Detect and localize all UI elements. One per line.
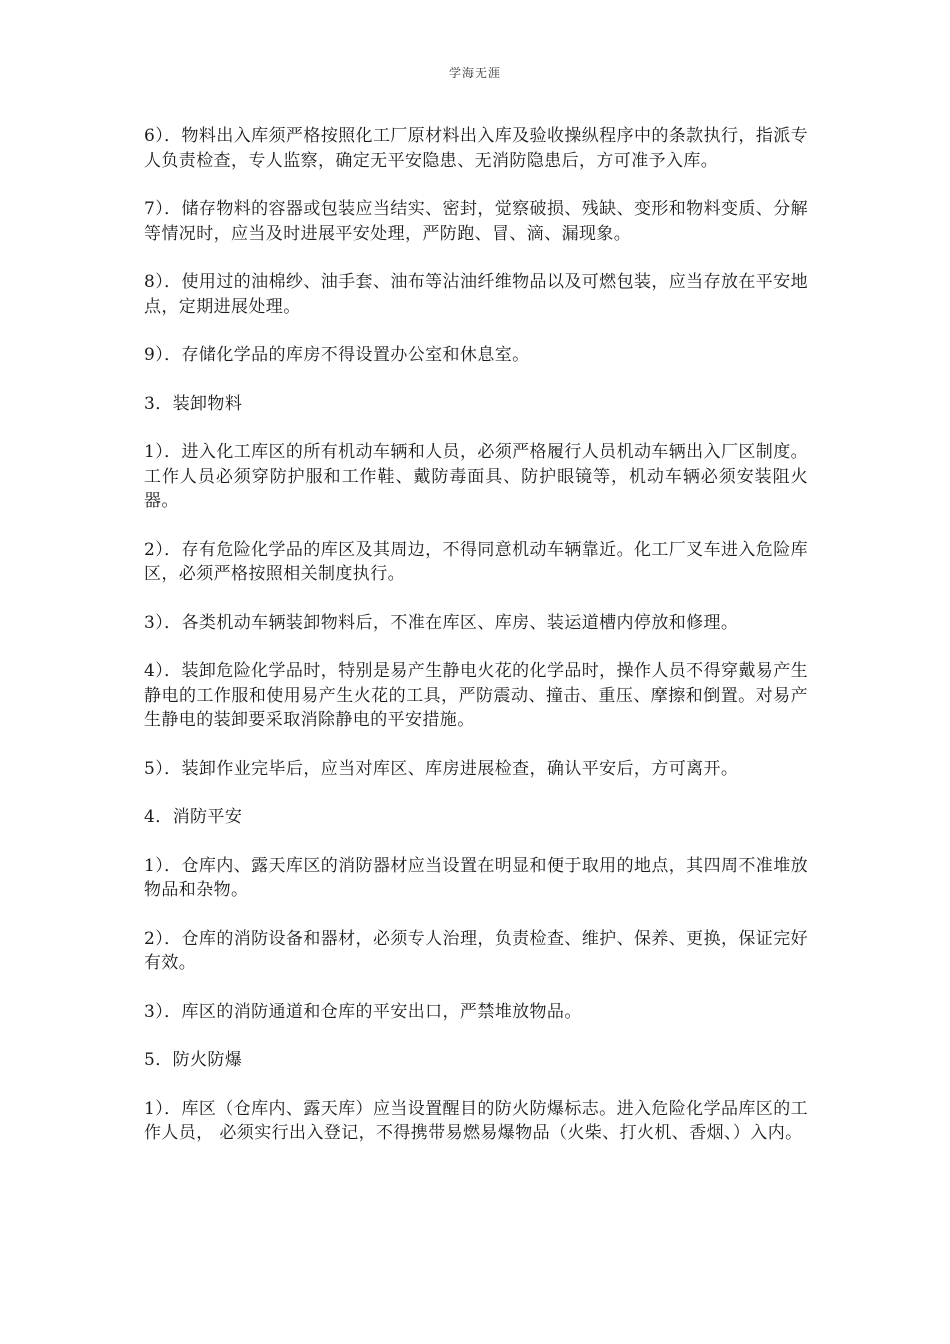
paragraph-loading-3: 3）．各类机动车辆装卸物料后，不准在库区、库房、装运道槽内停放和修理。: [144, 612, 739, 633]
paragraph-loading-1: 1）．进入化工库区的所有机动车辆和人员，必须严格履行人员机动车辆出入厂区制度。工作人员必须穿防护服和工作鞋、戴防毒面具、防护眼镜等，机动车辆必须安装阻火器。: [144, 442, 808, 511]
paragraph-item-8: 8）．使用过的油棉纱、油手套、油布等沾油纤维物品以及可燃包装，应当存放在平安地点，定期进展处理。: [144, 272, 808, 317]
paragraph-fire-2: 2）．仓库的消防设备和器材，必须专人治理，负责检查、维护、保养、更换，保证完好有效。: [144, 928, 808, 973]
section-heading-fire-safety: 4．消防平安: [144, 807, 243, 827]
paragraph-loading-4: 4）．装卸危险化学品时，特别是易产生静电火花的化学品时，操作人员不得穿戴易产生静电的工作服和使用易产生火花的工具，严防震动、撞击、重压、摩擦和倒置。对易产生静电的装卸要采取消除静电的平安措施。: [144, 661, 808, 730]
paragraph-item-7: 7）．储存物料的容器或包装应当结实、密封，觉察破损、残缺、变形和物料变质、分解等情况时，应当及时进展平安处理，严防跑、冒、滴、漏现象。: [144, 199, 808, 244]
paragraph-loading-2: 2）．存有危险化学品的库区及其周边，不得同意机动车辆靠近。化工厂叉车进入危险库区，必须严格按照相关制度执行。: [144, 539, 808, 584]
section-heading-loading: 3．装卸物料: [144, 393, 243, 414]
paragraph-loading-5: 5）．装卸作业完毕后，应当对库区、库房进展检查，确认平安后，方可离开。: [144, 758, 739, 779]
paragraph-item-6: 6）．物料出入库须严格按照化工厂原材料出入库及验收操纵程序中的条款执行，指派专人负责检查，专人监察，确定无平安隐患、无消防隐患后，方可准予入库。: [144, 126, 808, 171]
paragraph-fire-3: 3）．库区的消防通道和仓库的平安出口，严禁堆放物品。: [144, 1001, 582, 1022]
paragraph-fire-1: 1）．仓库内、露天库区的消防器材应当设置在明显和便于取用的地点，其四周不准堆放物品和杂物。: [144, 855, 808, 900]
document-body: [144, 124, 808, 1170]
section-heading-fire-explosion: 5．防火防爆: [144, 1050, 243, 1070]
paragraph-item-9: 9）．存储化学品的库房不得设置办公室和休息室。: [144, 345, 530, 365]
page-header: 学海无涯: [448, 66, 501, 80]
paragraph-explosion-1: 1）．库区（仓库内、露天库）应当设置醒目的防火防爆标志。进入危险化学品库区的工作人员， 必须实行出入登记，不得携带易燃易爆物品（火柴、打火机、香烟、）入内。: [144, 1098, 808, 1143]
